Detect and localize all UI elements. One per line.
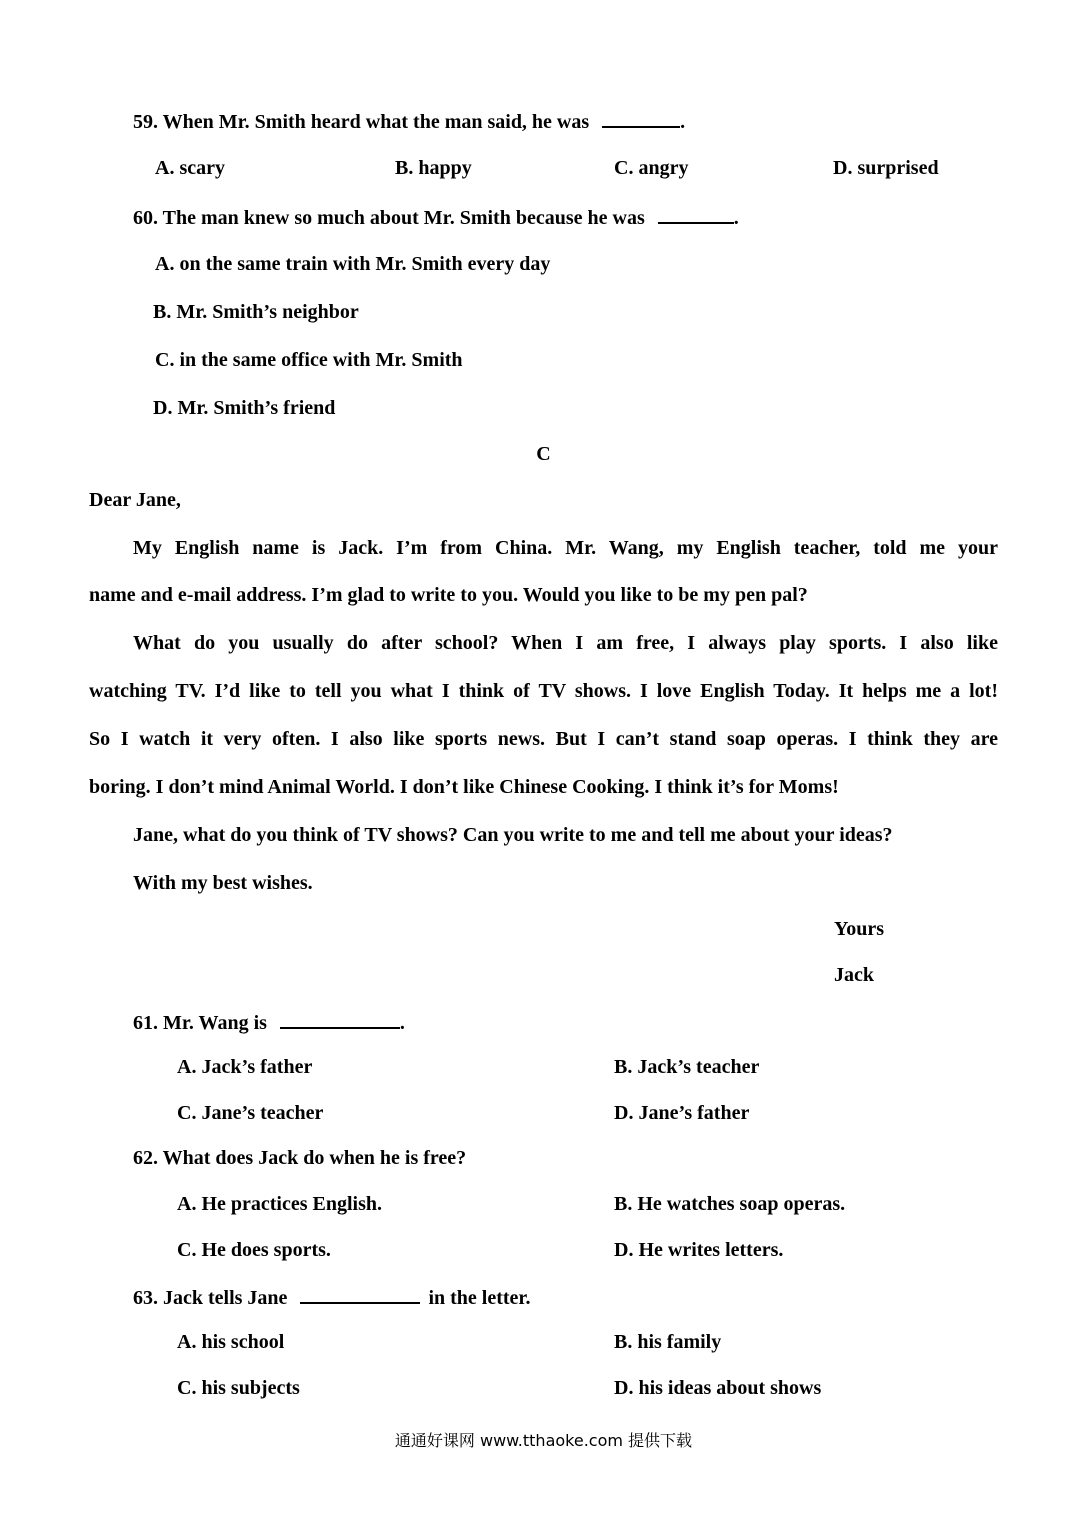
option-59-d: D. surprised	[833, 157, 939, 179]
option-60-d: D. Mr. Smith’s friend	[153, 397, 336, 419]
option-62-a: A. He practices English.	[177, 1193, 382, 1215]
question-60-end: .	[733, 207, 739, 229]
letter-line: What do you usually do after school? When I am free, I always play sports. I also like	[133, 632, 998, 654]
option-62-d: D. He writes letters.	[614, 1239, 784, 1261]
letter-signature: Jack	[834, 964, 874, 986]
option-62-c: C. He does sports.	[177, 1239, 331, 1261]
letter-closing: Yours	[834, 918, 885, 940]
answer-blank	[602, 108, 680, 128]
letter-line: watching TV. I’d like to tell you what I think of TV shows. I love English Today. It helps me a lot!	[89, 680, 998, 702]
question-59-end: .	[680, 111, 686, 133]
option-60-c: C. in the same office with Mr. Smith	[155, 349, 463, 371]
option-62-b: B. He watches soap operas.	[614, 1193, 846, 1215]
answer-blank	[658, 204, 734, 224]
option-63-c: C. his subjects	[177, 1377, 300, 1399]
option-59-a: A. scary	[155, 157, 225, 179]
question-63-end: in the letter.	[428, 1287, 531, 1309]
answer-blank	[280, 1009, 400, 1029]
question-60-stem: 60. The man knew so much about Mr. Smith because he was	[133, 207, 645, 229]
option-61-a: A. Jack’s father	[177, 1056, 313, 1078]
option-60-b: B. Mr. Smith’s neighbor	[153, 301, 359, 323]
letter-line: boring. I don’t mind Animal World. I don’t like Chinese Cooking. I think it’s for Moms!	[89, 776, 839, 798]
answer-blank	[300, 1284, 420, 1304]
question-61-stem: 61. Mr. Wang is	[133, 1012, 267, 1034]
letter-line: name and e-mail address. I’m glad to write to you. Would you like to be my pen pal?	[89, 584, 808, 606]
question-62-stem: 62. What does Jack do when he is free?	[133, 1147, 467, 1169]
letter-line: So I watch it very often. I also like sports news. But I can’t stand soap operas. I think they are	[89, 728, 998, 750]
option-63-b: B. his family	[614, 1331, 722, 1353]
option-61-b: B. Jack’s teacher	[614, 1056, 760, 1078]
question-59-stem: 59. When Mr. Smith heard what the man said, he was	[133, 111, 590, 133]
option-60-a: A. on the same train with Mr. Smith every day	[155, 253, 551, 275]
question-60	[133, 204, 739, 230]
option-61-c: C. Jane’s teacher	[177, 1102, 324, 1124]
page-footer: 通通好课网 www.tthaoke.com 提供下载	[394, 1431, 693, 1450]
option-59-c: C. angry	[614, 157, 689, 179]
section-label: C	[536, 443, 551, 465]
question-61-end: .	[399, 1012, 405, 1034]
question-63-stem: 63. Jack tells Jane	[133, 1287, 288, 1309]
question-61	[133, 1009, 405, 1035]
letter-line: With my best wishes.	[133, 872, 313, 894]
option-63-a: A. his school	[177, 1331, 285, 1353]
letter-line: Jane, what do you think of TV shows? Can you write to me and tell me about your ideas?	[133, 824, 893, 846]
option-63-d: D. his ideas about shows	[614, 1377, 822, 1399]
question-63	[133, 1284, 530, 1310]
letter-line: My English name is Jack. I’m from China. Mr. Wang, my English teacher, told me your	[133, 537, 998, 559]
question-59	[133, 108, 685, 134]
option-59-b: B. happy	[395, 157, 472, 179]
option-61-d: D. Jane’s father	[614, 1102, 750, 1124]
letter-greeting: Dear Jane,	[89, 489, 181, 511]
